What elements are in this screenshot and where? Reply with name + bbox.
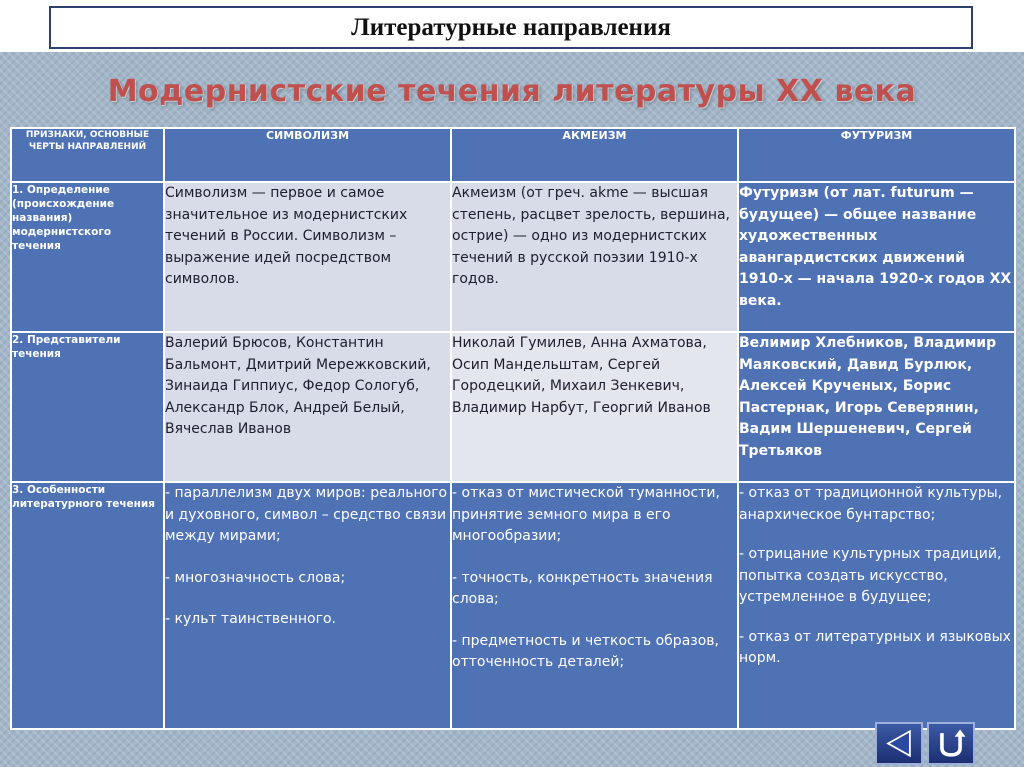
- feature-item: - параллелизм двух миров: реального и духовного, символ – средство связи между мирами;: [165, 485, 448, 544]
- column-header-acmeism: АКМЕИЗМ: [451, 128, 738, 182]
- cell-acmeism-representatives: Николай Гумилев, Анна Ахматова, Осип Мандельштам, Сергей Городецкий, Михаил Зенкевич, Владимир Нарбут, Георгий Иванов: [451, 332, 738, 482]
- column-header-symbolism: СИМВОЛИЗМ: [164, 128, 451, 182]
- comparison-table: [10, 127, 1016, 730]
- prev-slide-button[interactable]: [875, 722, 923, 765]
- feature-item: - точность, конкретность значения слова;: [452, 569, 713, 607]
- slide: [0, 52, 1024, 767]
- cell-futurism-features: [738, 482, 1015, 729]
- cell-symbolism-definition: Символизм — первое и самое значительное из модернистских течений в России. Символизм – выражение идей посредством символов.: [164, 182, 451, 332]
- table-row-features: [11, 482, 1015, 729]
- feature-item: - отказ от литературных и языковых норм.: [739, 628, 1011, 666]
- cell-symbolism-representatives: Валерий Брюсов, Константин Бальмонт, Дмитрий Мережковский, Зинаида Гиппиус, Федор Сологуб, Александр Блок, Андрей Белый, Вячеслав Иванов: [164, 332, 451, 482]
- cell-futurism-definition: Футуризм (от лат. futurum — будущее) — общее название художественных авангардистских движений 1910-х — начала 1920-х годов XX века.: [738, 182, 1015, 332]
- feature-item: - отказ от мистической туманности, принятие земного мира в его многообразии;: [452, 485, 720, 544]
- column-header-criteria: ПРИЗНАКИ, ОСНОВНЫЕ ЧЕРТЫ НАПРАВЛЕНИЙ: [11, 128, 164, 182]
- feature-item: - отказ от традиционной культуры, анархическое бунтарство;: [739, 485, 1003, 523]
- return-icon: [929, 724, 973, 763]
- table-header-row: [11, 128, 1015, 182]
- arrow-left-icon: [877, 724, 921, 763]
- row-criterion-features: 3. Особенности литературного течения: [11, 482, 164, 729]
- row-criterion-representatives: 2. Представители течения: [11, 332, 164, 482]
- slide-title: Модернистские течения литературы XX века: [107, 74, 917, 109]
- feature-item: - культ таинственного.: [165, 611, 336, 627]
- feature-item: - предметность и четкость образов, отточенность деталей;: [452, 632, 719, 670]
- table-row-representatives: [11, 332, 1015, 482]
- header-title: Литературные направления: [351, 13, 671, 41]
- cell-futurism-representatives: Велимир Хлебников, Владимир Маяковский, Давид Бурлюк, Алексей Крученых, Борис Пастернак, Игорь Северянин, Вадим Шершеневич, Сергей Третьяков: [738, 332, 1015, 482]
- cell-symbolism-features: [164, 482, 451, 729]
- header-title-box: [49, 6, 973, 49]
- feature-item: - многозначность слова;: [165, 569, 346, 586]
- column-header-futurism: ФУТУРИЗМ: [738, 128, 1015, 182]
- cell-acmeism-definition: Акмеизм (от греч. akme — высшая степень, расцвет зрелость, вершина, острие) — одно из модернистских течений в русской поэзии 1910-х годов.: [451, 182, 738, 332]
- cell-acmeism-features: [451, 482, 738, 729]
- feature-item: - отрицание культурных традиций, попытка создать искусство, устремленное в будущее;: [739, 546, 1002, 605]
- return-slide-button[interactable]: [927, 722, 975, 765]
- row-criterion-definition: 1. Определение (происхождение названия) модернистского течения: [11, 182, 164, 332]
- table-row-definition: [11, 182, 1015, 332]
